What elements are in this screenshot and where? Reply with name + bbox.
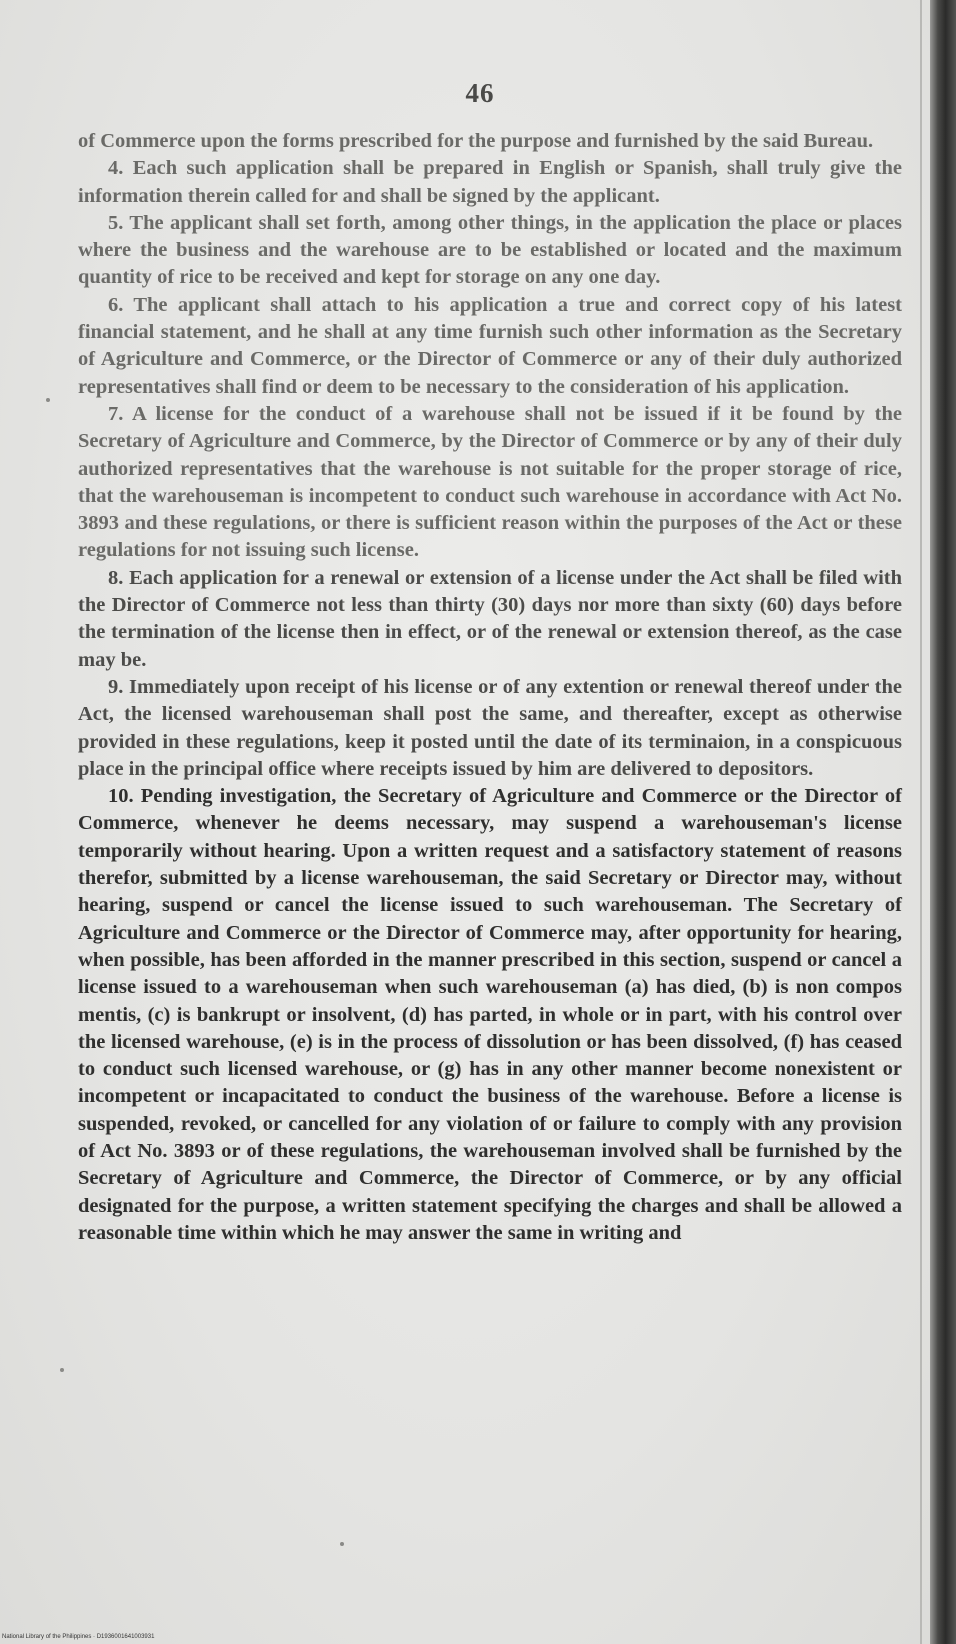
scan-speck xyxy=(46,398,50,402)
page-fold-line xyxy=(920,0,922,1644)
document-body xyxy=(78,128,902,1247)
paragraph-5: 5. The applicant shall set forth, among other things, in the application the place or places where the business and the warehouse are to be established or located and the maximum quantity of rice to be received and kept for storage on any one day. xyxy=(78,211,902,289)
paragraph-9: 9. Immediately upon receipt of his license or of any extention or renewal thereof under the Act, the licensed warehouseman shall post the same, and thereafter, except as otherwise provided in these regulations, keep it posted until the date of its terminaion, in a conspicuous place in the principal office where receipts issued by him are delivered to depositors. xyxy=(78,675,902,780)
paragraph-8: 8. Each application for a renewal or extension of a license under the Act shall be filed with the Director of Commerce not less than thirty (30) days nor more than sixty (60) days before the termination of the license then in effect, or of the renewal or extension thereof, as the case may be. xyxy=(78,566,902,671)
scan-speck xyxy=(340,1542,344,1546)
paragraph-continuation: of Commerce upon the forms prescribed for the purpose and furnished by the said Bureau. xyxy=(78,130,874,152)
paragraph-6: 6. The applicant shall attach to his application a true and correct copy of his latest financial statement, and he shall at any time furnish such other information as the Secretary of Agriculture and Commerce, or the Director of Commerce or any of their duly authorized representatives shall find or deem to be necessary to the consideration of his application. xyxy=(78,293,902,398)
paragraph-4: 4. Each such application shall be prepared in English or Spanish, shall truly give the information therein called for and shall be signed by the applicant. xyxy=(78,157,902,207)
paragraph-10: 10. Pending investigation, the Secretary of Agriculture and Commerce or the Director of Commerce, whenever he deems necessary, may suspend a warehouseman's license temporarily without hearing. Upon a written request and a satisfactory statement of reasons therefor, submitted by a license warehouseman, the said Secretary or Director may, without hearing, suspend or cancel the license issued to such warehouseman. The Secretary of Agriculture and Commerce or the Director of Commerce may, after opportunity for hearing, when possible, has been afforded in the manner prescribed in this section, suspend or cancel a license issued to a warehouseman when such warehouseman (a) has died, (b) is non compos mentis, (c) is bankrupt or insolvent, (d) has parted, in whole or in part, with his control over the licensed warehouse, (e) is in the process of dissolution or has been dissolved, (f) has ceased to conduct such licensed warehouse, or (g) has in any other manner become nonexistent or incompetent or incapacitated to conduct the business of the warehouse. Before a license is suspended, revoked, or cancelled for any violation of or failure to comply with any provision of Act No. 3893 or of these regulations, the warehouseman involved shall be furnished by the Secretary of Agriculture and Commerce, the Director of Commerce, or by any official designated for the purpose, a written statement specifying the charges and shall be allowed a reasonable time within which he may answer the same in writing and xyxy=(78,785,902,1244)
scan-speck xyxy=(60,1368,64,1372)
page-number: 46 xyxy=(465,78,495,108)
paragraph-7: 7. A license for the conduct of a warehouse shall not be issued if it be found by the Secretary of Agriculture and Commerce, by the Director of Commerce or by any of their duly authorized representatives that the warehouse is not suitable for the proper storage of rice, that the warehouseman is incompetent to conduct such warehouse in accordance with Act No. 3893 and these regulations, or there is sufficient reason within the purposes of the Act or these regulations for not issuing such license. xyxy=(78,402,902,562)
footer-credit: National Library of the Philippines · D1936001641003931 xyxy=(2,1634,155,1640)
binding-edge xyxy=(930,0,956,1644)
